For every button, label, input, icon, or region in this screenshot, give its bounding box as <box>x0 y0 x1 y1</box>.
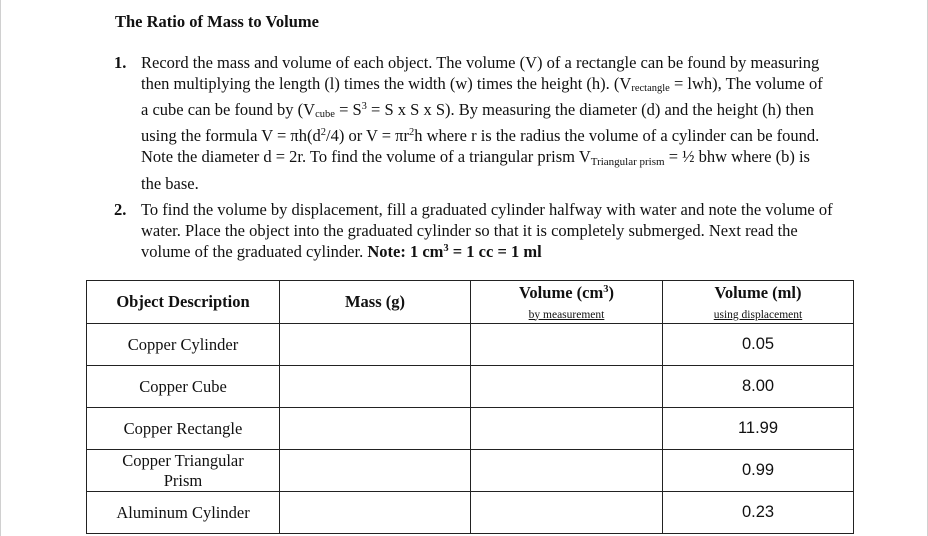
superscript-2: 2 <box>320 127 326 138</box>
volume-ml-cell: 8.00 <box>663 366 854 408</box>
mass-cell[interactable] <box>280 450 471 492</box>
subscript-cube: cube <box>315 109 335 120</box>
document-title: The Ratio of Mass to Volume <box>115 12 319 31</box>
object-description-cell: Copper Cube <box>87 366 280 408</box>
note-label: Note: <box>367 242 406 261</box>
volume-ml-cell: 0.23 <box>663 492 854 534</box>
table-row <box>87 366 854 408</box>
mass-cell[interactable] <box>280 492 471 534</box>
mass-cell[interactable] <box>280 408 471 450</box>
mass-cell[interactable] <box>280 324 471 366</box>
subscript-rectangle: rectangle <box>631 83 670 94</box>
table-row <box>87 450 854 492</box>
table-row <box>87 492 854 534</box>
volume-cm3-cell[interactable] <box>471 492 663 534</box>
table-row <box>87 408 854 450</box>
header-object-description: Object Description <box>87 281 280 324</box>
item-text: To find the volume by displacement, fill a graduated cylinder halfway with water and note the volume of water. Place the object into the graduated cylinder so that it is completely submerged. Next read the volume of the graduated cylinder. Note: 1 $cm^3 = 1$ cc = 1 ml <box>141 200 833 261</box>
object-description-cell: Aluminum Cylinder <box>87 492 280 534</box>
mass-cell[interactable] <box>280 366 471 408</box>
volume-ml-cell: 11.99 <box>663 408 854 450</box>
subscript-triangular-prism: Triangular prism <box>590 156 665 168</box>
volume-ml-cell: 0.05 <box>663 324 854 366</box>
data-table <box>86 280 854 534</box>
item-number: 1. <box>114 53 127 72</box>
header-volume-cm3: Volume $(cm^3)$ by measurement <box>471 281 663 324</box>
object-description-cell: Copper Rectangle <box>87 408 280 450</box>
header-volume-ml: Volume (ml) using displacement <box>663 281 854 324</box>
volume-cm3-cell[interactable] <box>471 408 663 450</box>
volume-cm3-cell[interactable] <box>471 450 663 492</box>
table-row <box>87 324 854 366</box>
volume-ml-cell: 0.99 <box>663 450 854 492</box>
item-text: Record the mass and volume of each object. The volume (V) of a rectangle can be found by measuring then multiplying the length (l) times the width (w) times the height (h). $(V_{rectangle} = lwh)$, The volume of a cube can be found by ($V_{cube} = S^3 = S$ x S x S). By measuring the diameter (d) and the height (h) then using the formula $V = \pi h(d^2/4)$ or $V = \pi r^2h$ where r is the radius the volume of a cylinder can be found. Note the diameter d = 2r. To find the volume of a triangular prism $V_{Triangular prism}$ = ½ bhw where (b) is the base. <box>141 53 823 193</box>
instruction-item-2 <box>114 199 834 262</box>
instruction-item-1 <box>114 52 834 194</box>
superscript-2: 2 <box>409 127 415 138</box>
object-description-cell: Copper Triangular Prism <box>87 450 280 492</box>
volume-cm3-cell[interactable] <box>471 366 663 408</box>
header-mass: Mass (g) <box>280 281 471 324</box>
superscript-3: 3 <box>361 101 367 112</box>
page-edge-left <box>0 0 1 536</box>
table-header-row <box>87 281 854 324</box>
item-number: 2. <box>114 200 127 219</box>
object-description-cell: Copper Cylinder <box>87 324 280 366</box>
volume-cm3-cell[interactable] <box>471 324 663 366</box>
